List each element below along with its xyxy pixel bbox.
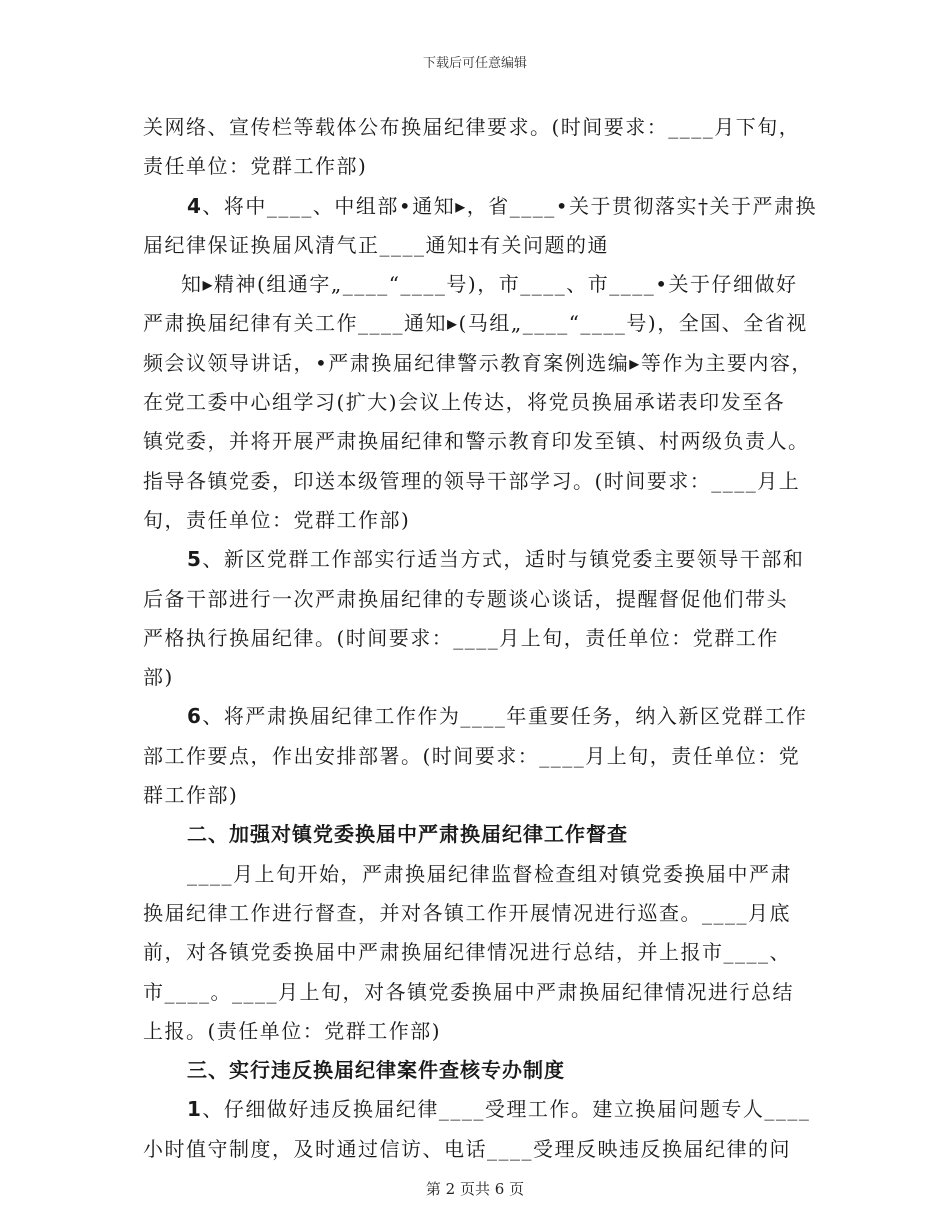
line-text: 严肃换届纪律有关工作____通知▸(马组„____“____号)，全国、全省视 [143, 311, 808, 336]
line-text: 镇党委，并将开展严肃换届纪律和警示教育印发至镇、村两级负责人。 [143, 429, 810, 454]
document-body [143, 108, 818, 1169]
paragraph-line [143, 1090, 811, 1129]
paragraph-line [143, 1012, 811, 1051]
line-text: 严格执行换届纪律。(时间要求：____月上旬，责任单位：党群工作 [143, 625, 779, 650]
paragraph-line [143, 462, 811, 501]
paragraph-line [143, 187, 818, 226]
item-number: 1 [187, 1097, 203, 1122]
line-text: 部) [143, 665, 174, 690]
line-text: 、新区党群工作部实行适当方式，适时与镇党委主要领导干部和 [202, 547, 805, 572]
line-text: 、将严肃换届纪律工作作为____年重要任务，纳入新区党群工作 [202, 704, 808, 729]
line-text: 频会议领导讲话，•严肃换届纪律警示教育案例选编▸等作为主要内容， [143, 350, 813, 375]
paragraph-line [143, 304, 811, 343]
paragraph-line [143, 1130, 811, 1169]
paragraph-line [143, 894, 811, 933]
page-footer: 第 2 页共 6 页 [425, 1180, 525, 1198]
paragraph-line [143, 737, 811, 776]
paragraph-line [143, 147, 811, 186]
line-text: 换届纪律工作进行督查，并对各镇工作开展情况进行巡查。____月底 [143, 900, 791, 925]
section-heading [143, 1051, 811, 1090]
line-text: 关网络、宣传栏等载体公布换届纪律要求。(时间要求：____月下旬， [143, 115, 801, 139]
item-number: 4 [187, 193, 203, 218]
line-text: 市____。____月上旬，对各镇党委换届中严肃换届纪律情况进行总结 [143, 979, 794, 1004]
line-text: 小时值守制度，及时通过信访、电话____受理反映违反换届纪律的问 [143, 1136, 791, 1161]
line-text: 、仔细做好违反换届纪律____受理工作。建立换届问题专人____ [202, 1097, 811, 1122]
line-text: 后备干部进行一次严肃换届纪律的专题谈心谈话，提醒督促他们带头 [143, 586, 788, 611]
line-text: 上报。(责任单位：党群工作部) [143, 1018, 442, 1043]
line-text: 在党工委中心组学习(扩大)会议上传达，将党员换届承诺表印发至各 [143, 390, 786, 415]
paragraph-line [143, 933, 811, 972]
paragraph-line [143, 501, 811, 540]
line-text: 届纪律保证换届风清气正____通知‡有关问题的通 [143, 232, 609, 257]
line-text: 三、实行违反换届纪律案件查核专办制度 [187, 1058, 565, 1083]
item-number: 5 [187, 547, 203, 572]
paragraph-line [143, 422, 811, 461]
line-text: 知▸精神(组通字„____“____号)，市____、市____•关于仔细做好 [181, 272, 798, 297]
paragraph-line [143, 658, 811, 697]
line-text: 责任单位：党群工作部) [143, 154, 368, 179]
paragraph-line [143, 226, 811, 265]
paragraph-line [143, 383, 811, 422]
paragraph-line [143, 697, 811, 736]
line-text: 旬，责任单位：党群工作部) [143, 507, 411, 532]
paragraph-line [143, 973, 811, 1012]
line-text: 、将中____、中组部•通知▸，省____•关于贯彻落实†关于严肃换 [202, 193, 818, 218]
paragraph-line [143, 855, 811, 894]
paragraph-line [143, 108, 811, 147]
line-text: 部工作要点，作出安排部署。(时间要求：____月上旬，责任单位：党 [143, 743, 801, 768]
line-text: 前，对各镇党委换届中严肃换届纪律情况进行总结，并上报市____、 [143, 940, 791, 965]
page-header: 下载后可任意编辑 [422, 56, 527, 71]
line-text: 指导各镇党委，印送本级管理的领导干部学习。(时间要求：____月上 [143, 468, 801, 493]
line-text: ____月上旬开始，严肃换届纪律监督检查组对镇党委换届中严肃 [187, 861, 792, 886]
item-number: 6 [187, 704, 203, 729]
paragraph-line [143, 540, 811, 579]
section-heading [143, 815, 811, 854]
paragraph-line [143, 265, 811, 304]
paragraph-line [143, 776, 811, 815]
line-text: 群工作部) [143, 783, 239, 808]
line-text: 二、加强对镇党委换届中严肃换届纪律工作督查 [187, 822, 628, 847]
paragraph-line [143, 344, 811, 383]
paragraph-line [143, 619, 811, 658]
paragraph-line [143, 580, 811, 619]
